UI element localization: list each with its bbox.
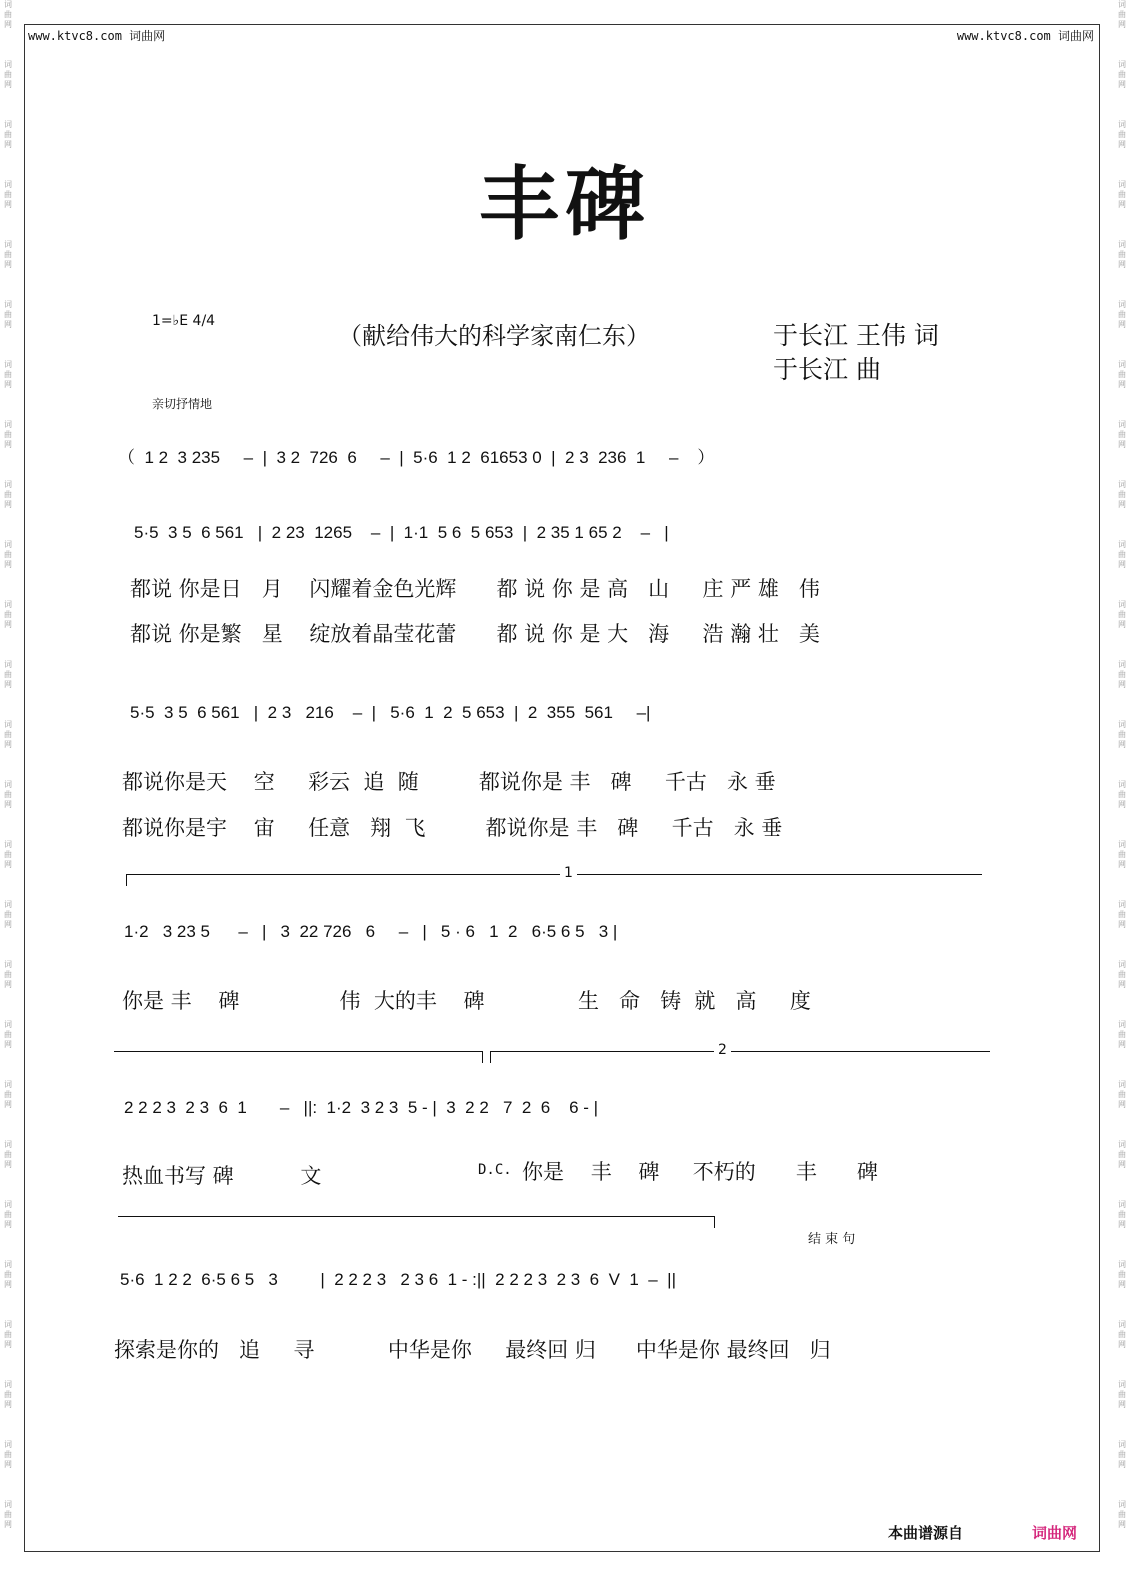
score-line-intro: （ 1 2 3 235 – | 3 2 726 6 – | 5·6 1 2 61653 0 | 2 3 236 1 – ）: [118, 448, 715, 467]
edge-watermark-text: 词曲网: [1118, 0, 1126, 29]
edge-watermark-text: 词曲网: [4, 1500, 12, 1529]
edge-watermark-text: 词曲网: [4, 300, 12, 329]
volta-2-number: 2: [714, 1042, 731, 1058]
edge-watermark-text: 词曲网: [4, 120, 12, 149]
edge-watermark-text: 词曲网: [4, 360, 12, 389]
score-line-5: 2 2 2 3 2 3 6 1 – ||: 1·2 3 2 3 5 - | 3 2 2 7 2 6 6 - |: [124, 1098, 599, 1117]
ending-label: 结 束 句: [808, 1232, 856, 1247]
edge-watermark-text: 词曲网: [4, 180, 12, 209]
edge-watermark-text: 词曲网: [4, 1260, 12, 1289]
edge-watermark-text: 词曲网: [1118, 1140, 1126, 1169]
edge-watermark-text: 词曲网: [4, 0, 12, 29]
edge-watermark-text: 词曲网: [1118, 300, 1126, 329]
edge-watermark-text: 词曲网: [1118, 180, 1126, 209]
edge-watermark-text: 词曲网: [1118, 1440, 1126, 1469]
score-line-3: 5·5 3 5 6 561 | 2 3 216 – | 5·6 1 2 5 653 | 2 355 561 –|: [130, 703, 651, 722]
edge-watermark-text: 词曲网: [4, 540, 12, 569]
lyric-line-4: 你是 丰 碑 伟 大的丰 碑 生 命 铸 就 高 度: [122, 989, 811, 1013]
lyric-line-5b: 你是 丰 碑 不朽的 丰 碑: [522, 1160, 878, 1184]
edge-watermark-text: 词曲网: [1118, 600, 1126, 629]
edge-watermark-text: 词曲网: [1118, 1020, 1126, 1049]
composer-credit: 于长江 曲: [773, 355, 881, 384]
edge-watermark-text: 词曲网: [4, 900, 12, 929]
edge-watermark-text: 词曲网: [1118, 480, 1126, 509]
edge-watermark-text: 词曲网: [4, 1320, 12, 1349]
score-line-4: 1·2 3 23 5 – | 3 22 726 6 – | 5 · 6 1 2 6·5 6 5 3 |: [124, 922, 618, 941]
score-line-6: 5·6 1 2 2 6·5 6 5 3 | 2 2 2 3 2 3 6 1 - :|| 2 2 2 3 2 3 6 V 1 – ||: [120, 1270, 677, 1289]
volta-2b-line: [490, 1051, 990, 1052]
volta-2a-line: [114, 1051, 482, 1052]
edge-watermark-text: 词曲网: [4, 780, 12, 809]
volta-1-line: [126, 874, 982, 875]
edge-watermark-text: 词曲网: [4, 1140, 12, 1169]
edge-watermark-text: 词曲网: [1118, 660, 1126, 689]
edge-watermark-text: 词曲网: [4, 420, 12, 449]
volta-2b-hook: [490, 1051, 491, 1063]
edge-watermark-text: 词曲网: [1118, 240, 1126, 269]
lyric-line-6: 探索是你的 追 寻 中华是你 最终回 归 中华是你 最终回 归: [114, 1338, 831, 1362]
edge-watermark-text: 词曲网: [1118, 720, 1126, 749]
volta-1-number: 1: [560, 865, 577, 881]
lyricist-credit: 于长江 王伟 词: [773, 321, 939, 350]
edge-watermark-text: 词曲网: [1118, 1080, 1126, 1109]
subtitle: （献给伟大的科学家南仁东）: [338, 322, 650, 350]
edge-watermark-text: 词曲网: [1118, 60, 1126, 89]
edge-watermark-text: 词曲网: [1118, 1380, 1126, 1409]
edge-watermark-text: 词曲网: [1118, 1260, 1126, 1289]
edge-watermark-text: 词曲网: [1118, 1500, 1126, 1529]
edge-watermark-text: 词曲网: [1118, 780, 1126, 809]
lyric-line-2b: 都说 你是繁 星 绽放着晶莹花蕾 都 说 你 是 大 海 浩 瀚 壮 美: [130, 622, 820, 646]
lyric-line-3a: 都说你是天 空 彩云 追 随 都说你是 丰 碑 千古 永 垂: [122, 770, 776, 794]
header-site-left[interactable]: www.ktvc8.com 词曲网: [28, 29, 166, 43]
edge-watermark-text: 词曲网: [1118, 540, 1126, 569]
footer-brand-logo[interactable]: 词曲网: [1032, 1524, 1078, 1542]
edge-watermark-text: 词曲网: [1118, 420, 1126, 449]
edge-watermark-text: 词曲网: [4, 480, 12, 509]
score-line-2: 5·5 3 5 6 561 | 2 23 1265 – | 1·1 5 6 5 653 | 2 35 1 65 2 – |: [134, 523, 669, 542]
lyric-line-5: 热血书写 碑 文: [122, 1164, 322, 1188]
header-site-right[interactable]: www.ktvc8.com 词曲网: [956, 29, 1094, 43]
edge-watermark-text: 词曲网: [4, 660, 12, 689]
edge-watermark-text: 词曲网: [4, 1440, 12, 1469]
edge-watermark-text: 词曲网: [1118, 840, 1126, 869]
lyric-line-2a: 都说 你是日 月 闪耀着金色光辉 都 说 你 是 高 山 庄 严 雄 伟: [130, 577, 820, 601]
edge-watermark-text: 词曲网: [4, 1020, 12, 1049]
edge-watermark-text: 词曲网: [4, 600, 12, 629]
footer-source: 本曲谱源自: [888, 1524, 964, 1542]
edge-watermark-text: 词曲网: [1118, 1320, 1126, 1349]
edge-watermark-text: 词曲网: [4, 1080, 12, 1109]
page-title: 丰碑: [479, 158, 651, 251]
ending-bracket-hook: [714, 1216, 715, 1228]
edge-watermark-text: 词曲网: [4, 1200, 12, 1229]
volta-2a-hook: [482, 1051, 483, 1063]
edge-watermark-text: 词曲网: [1118, 120, 1126, 149]
edge-watermark-text: 词曲网: [1118, 960, 1126, 989]
edge-watermark-text: 词曲网: [1118, 900, 1126, 929]
edge-watermark-text: 词曲网: [1118, 360, 1126, 389]
volta-1-hook: [126, 874, 127, 886]
key-signature: 1=♭E 4/4: [152, 313, 216, 329]
ending-bracket-line: [118, 1216, 714, 1217]
tempo-marking: 亲切抒情地: [152, 397, 213, 411]
dc-marking: D.C.: [478, 1162, 512, 1178]
edge-watermark-text: 词曲网: [4, 240, 12, 269]
edge-watermark-text: 词曲网: [4, 1380, 12, 1409]
edge-watermark-text: 词曲网: [4, 960, 12, 989]
edge-watermark-text: 词曲网: [1118, 1200, 1126, 1229]
lyric-line-3b: 都说你是宇 宙 任意 翔 飞 都说你是 丰 碑 千古 永 垂: [122, 816, 783, 840]
edge-watermark-text: 词曲网: [4, 720, 12, 749]
edge-watermark-text: 词曲网: [4, 60, 12, 89]
edge-watermark-text: 词曲网: [4, 840, 12, 869]
